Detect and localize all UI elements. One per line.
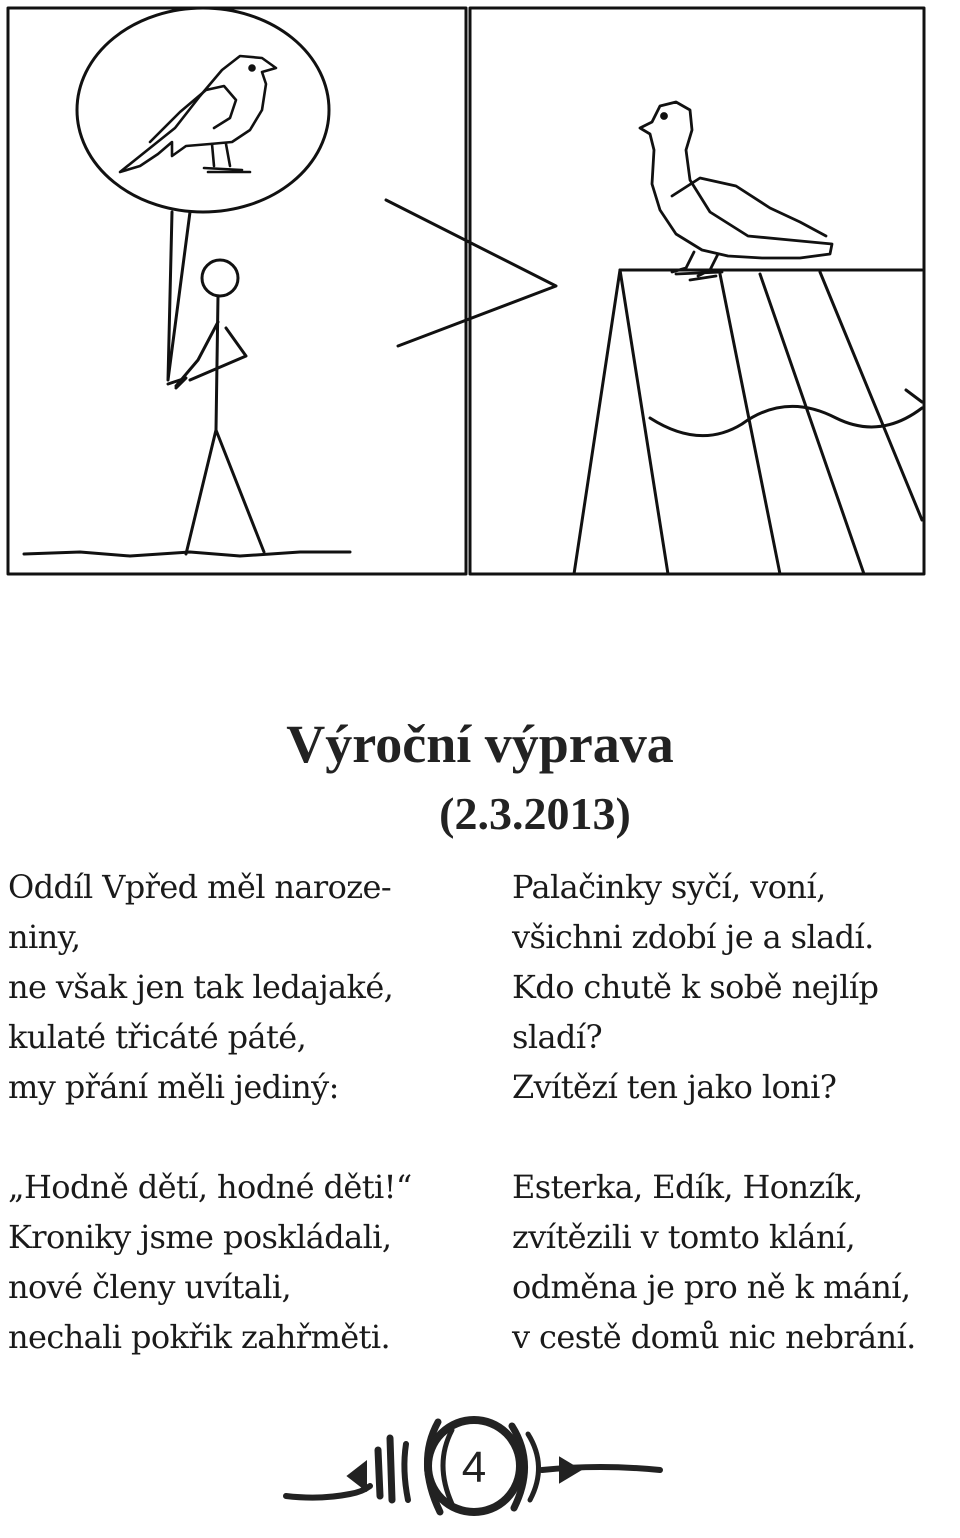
page-number-emblem [280, 1400, 680, 1530]
emblem-right-arrow [560, 1458, 580, 1482]
emblem-arc [443, 1430, 452, 1504]
poem-line: zvítězili v tomto klání, [512, 1218, 856, 1256]
emblem-left-stroke [286, 1486, 370, 1498]
poem-line: niny, [8, 918, 81, 956]
poem-line: odměna je pro ně k mání, [512, 1268, 911, 1306]
emblem-left-arrow [348, 1462, 366, 1490]
poem-stanza-3 [512, 862, 878, 1112]
poem-stanza-2 [8, 1162, 412, 1362]
poem-line: my přání měli jediný: [8, 1068, 339, 1106]
emblem-arc [528, 1434, 539, 1500]
poem-stanza-4 [512, 1162, 916, 1362]
poem-line: sladí? [512, 1018, 603, 1056]
stick-figure [168, 260, 264, 554]
poem-line: Esterka, Edík, Honzík, [512, 1168, 863, 1206]
poem-line: nové členy uvítali, [8, 1268, 292, 1306]
poem-line: v cestě domů nic nebrání. [512, 1318, 916, 1356]
poem-line: ne však jen tak ledajaké, [8, 968, 394, 1006]
comic-strip [0, 0, 960, 580]
pigeon-icon [640, 102, 832, 280]
left-panel [8, 8, 466, 574]
poem-line: Oddíl Vpřed měl naroze- [8, 868, 392, 906]
event-date: (2.3.2013) [439, 788, 631, 839]
bird-icon [120, 56, 276, 172]
page-number: 4 [461, 1443, 487, 1492]
poem-line: „Hodně dětí, hodné děti!“ [8, 1168, 412, 1206]
poem-line: Palačinky syčí, voní, [512, 868, 826, 906]
page-title: Výroční výprava [286, 714, 674, 774]
poem-line: nechali pokřik zahřměti. [8, 1318, 391, 1356]
poem-stanza-1 [8, 862, 393, 1112]
emblem-tick [378, 1438, 392, 1500]
poem-line: Kdo chutě k sobě nejlíp [512, 968, 879, 1006]
thought-bubble [77, 8, 329, 380]
emblem-tick [404, 1444, 408, 1500]
poem-line: Zvítězí ten jako loni? [512, 1068, 837, 1106]
poem-line: Kroniky jsme poskládali, [8, 1218, 392, 1256]
poem-line: kulaté třicáté páté, [8, 1018, 307, 1056]
poem-line: všichni zdobí je a sladí. [512, 918, 874, 956]
tent [574, 270, 922, 574]
